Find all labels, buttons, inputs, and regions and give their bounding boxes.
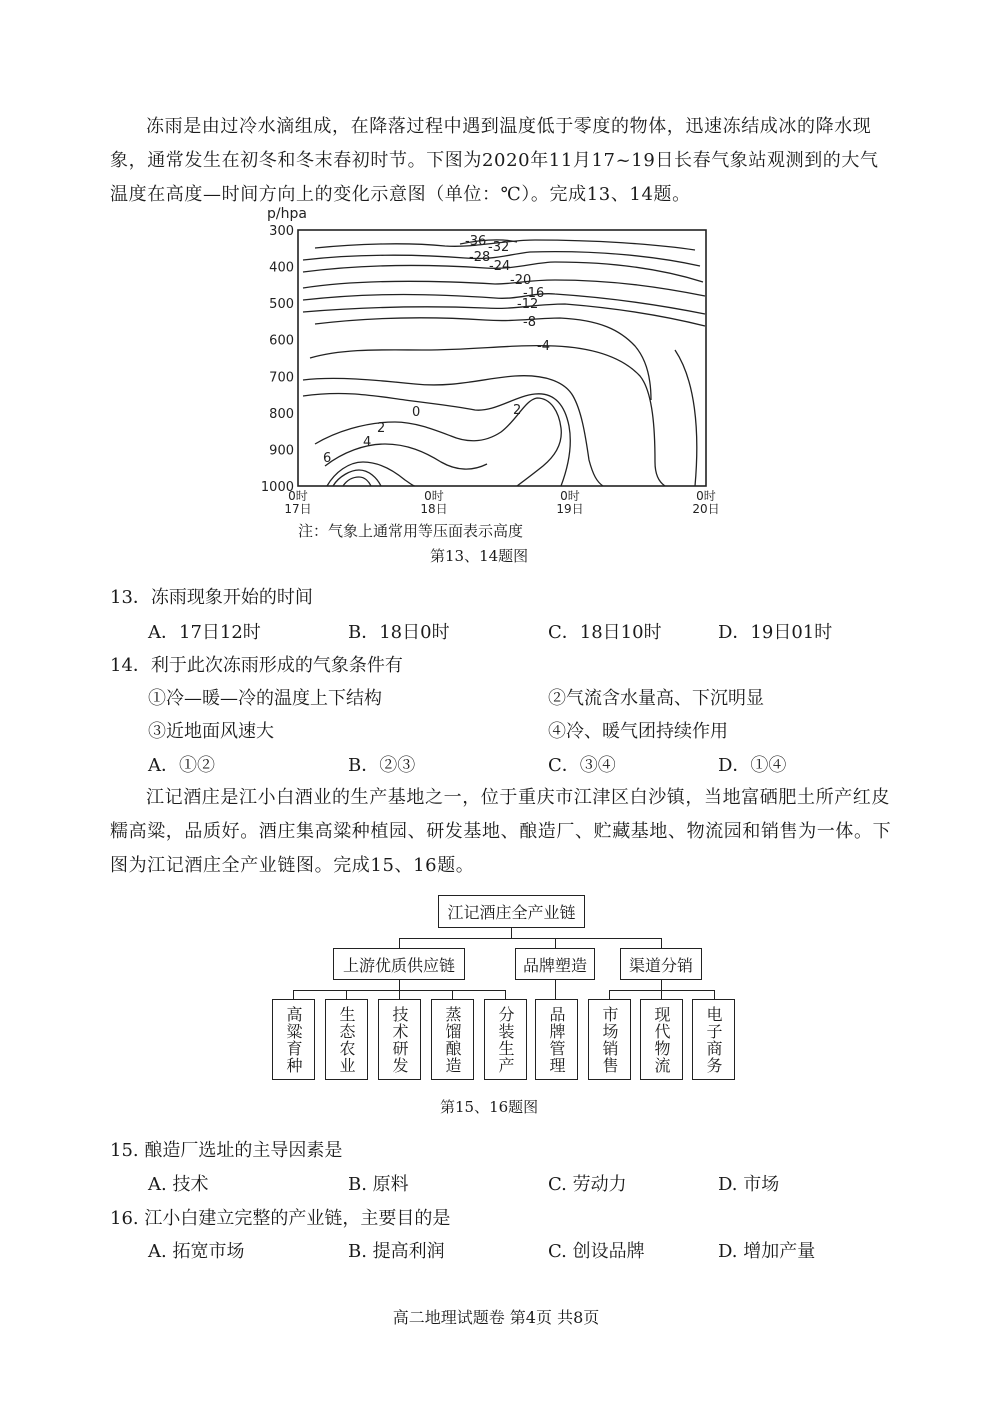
- q15-option-a[interactable]: A. 技术: [148, 1174, 209, 1195]
- q16-option-c[interactable]: C. 创设品牌: [548, 1241, 645, 1262]
- x-tick-label-day: 19日: [556, 502, 584, 516]
- branch-brand: 品牌塑造: [515, 948, 595, 980]
- temperature-contour-chart: [255, 200, 735, 520]
- passage-1: 冻雨是由过冷水滴组成，在降落过程中遇到温度低于零度的物体，迅速冻结成冰的降水现象，通常发生在初冬和冬末春初时节。下图为2020年11月17~19日长春气象站观测到的大气温度在高度—时间方向上的变化示意图（单位：℃）。完成13、14题。: [110, 116, 879, 205]
- leaf-packaging: 分装生产: [484, 999, 527, 1080]
- x-tick-label-day: 17日: [284, 502, 312, 516]
- label-0: 0: [412, 405, 421, 420]
- q13-option-a[interactable]: A．17日12时: [148, 622, 261, 643]
- x-tick-label-day: 20日: [692, 502, 720, 516]
- branch-upstream: 上游优质供应链: [333, 948, 465, 980]
- y-tick-label: 700: [269, 370, 294, 386]
- q16-option-d[interactable]: D. 增加产量: [718, 1241, 816, 1262]
- q14-item-1: ①冷—暖—冷的温度上下结构: [148, 688, 382, 709]
- passage-2: 江记酒庄是江小白酒业的生产基地之一，位于重庆市江津区白沙镇，当地富硒肥土所产红皮糯高粱，品质好。酒庄集高粱种植园、研发基地、酿造厂、贮藏基地、物流园和销售为一体。下图为江记酒庄全产业链图。完成15、16题。: [110, 787, 892, 876]
- question-13: 13．冻雨现象开始的时间: [110, 587, 313, 608]
- q15-option-d[interactable]: D. 市场: [718, 1174, 780, 1195]
- q14-option-d[interactable]: D．①④: [718, 755, 787, 776]
- label-m4: -4: [537, 339, 550, 354]
- q13-option-c[interactable]: C．18日10时: [548, 622, 662, 643]
- label-m16: -16: [523, 286, 545, 301]
- label-m24: -24: [489, 259, 511, 274]
- label-m36: -36: [465, 234, 487, 249]
- label-m32: -32: [488, 240, 510, 255]
- label-m28: -28: [469, 250, 491, 265]
- y-tick-label: 400: [269, 260, 294, 276]
- question-16: 16. 江小白建立完整的产业链，主要目的是: [110, 1208, 451, 1229]
- y-tick-label: 500: [269, 297, 294, 313]
- label-2b: 2: [377, 421, 386, 436]
- x-tick-label-day: 18日: [420, 502, 448, 516]
- leaf-modern-logistics: 现代物流: [640, 999, 683, 1080]
- label-4: 4: [363, 435, 372, 450]
- x-axis-ticks: [284, 488, 719, 516]
- question-14: 14．利于此次冻雨形成的气象条件有: [110, 655, 403, 676]
- q13-option-d[interactable]: D．19日01时: [718, 622, 833, 643]
- x-tick-label-time: 0时: [696, 489, 716, 503]
- diagram-caption: 第15、16题图: [440, 1098, 539, 1116]
- y-axis-label: p/hpa: [267, 206, 307, 222]
- chart-caption: 第13、14题图: [430, 547, 529, 565]
- y-tick-label: 1000: [260, 480, 294, 495]
- page-footer: 高二地理试题卷 第4页 共8页: [392, 1308, 600, 1327]
- q14-option-a[interactable]: A．①②: [148, 755, 215, 776]
- label-m12: -12: [517, 297, 539, 312]
- diagram-root: 江记酒庄全产业链: [438, 895, 585, 928]
- label-6: 6: [323, 451, 332, 466]
- leaf-distillation: 蒸馏酿造: [431, 999, 474, 1080]
- label-m8: -8: [523, 315, 536, 330]
- q14-item-2: ②气流含水量高、下沉明显: [548, 688, 764, 709]
- chart-note: 注：气象上通常用等压面表示高度: [298, 522, 524, 540]
- label-m20: -20: [510, 273, 532, 288]
- x-tick-label-time: 0时: [288, 489, 308, 503]
- y-tick-label: 800: [269, 406, 294, 422]
- y-tick-label: 900: [269, 443, 294, 459]
- q16-option-b[interactable]: B. 提高利润: [348, 1241, 445, 1262]
- q14-option-c[interactable]: C．③④: [548, 755, 616, 776]
- y-tick-label: 600: [269, 333, 294, 349]
- q15-option-b[interactable]: B. 原料: [348, 1174, 409, 1195]
- leaf-tech-research: 技术研发: [378, 999, 421, 1080]
- q14-item-4: ④冷、暖气团持续作用: [548, 721, 728, 742]
- leaf-market-sales: 市场销售: [588, 999, 631, 1080]
- leaf-eco-agriculture: 生态农业: [325, 999, 368, 1080]
- leaf-brand-management: 品牌管理: [535, 999, 578, 1080]
- leaf-sorghum-breeding: 高粱育种: [272, 999, 315, 1080]
- branch-channel: 渠道分销: [620, 948, 702, 980]
- q16-option-a[interactable]: A. 拓宽市场: [148, 1241, 245, 1262]
- label-2a: 2: [513, 403, 522, 418]
- question-15: 15. 酿造厂选址的主导因素是: [110, 1140, 343, 1161]
- leaf-e-commerce: 电子商务: [692, 999, 735, 1080]
- y-tick-label: 300: [269, 224, 294, 239]
- q14-item-3: ③近地面风速大: [148, 721, 274, 742]
- q15-option-c[interactable]: C. 劳动力: [548, 1174, 627, 1195]
- x-tick-label-time: 0时: [560, 489, 580, 503]
- q14-option-b[interactable]: B．②③: [348, 755, 416, 776]
- q13-option-b[interactable]: B．18日0时: [348, 622, 450, 643]
- x-tick-label-time: 0时: [424, 489, 444, 503]
- y-axis-ticks: [261, 224, 294, 495]
